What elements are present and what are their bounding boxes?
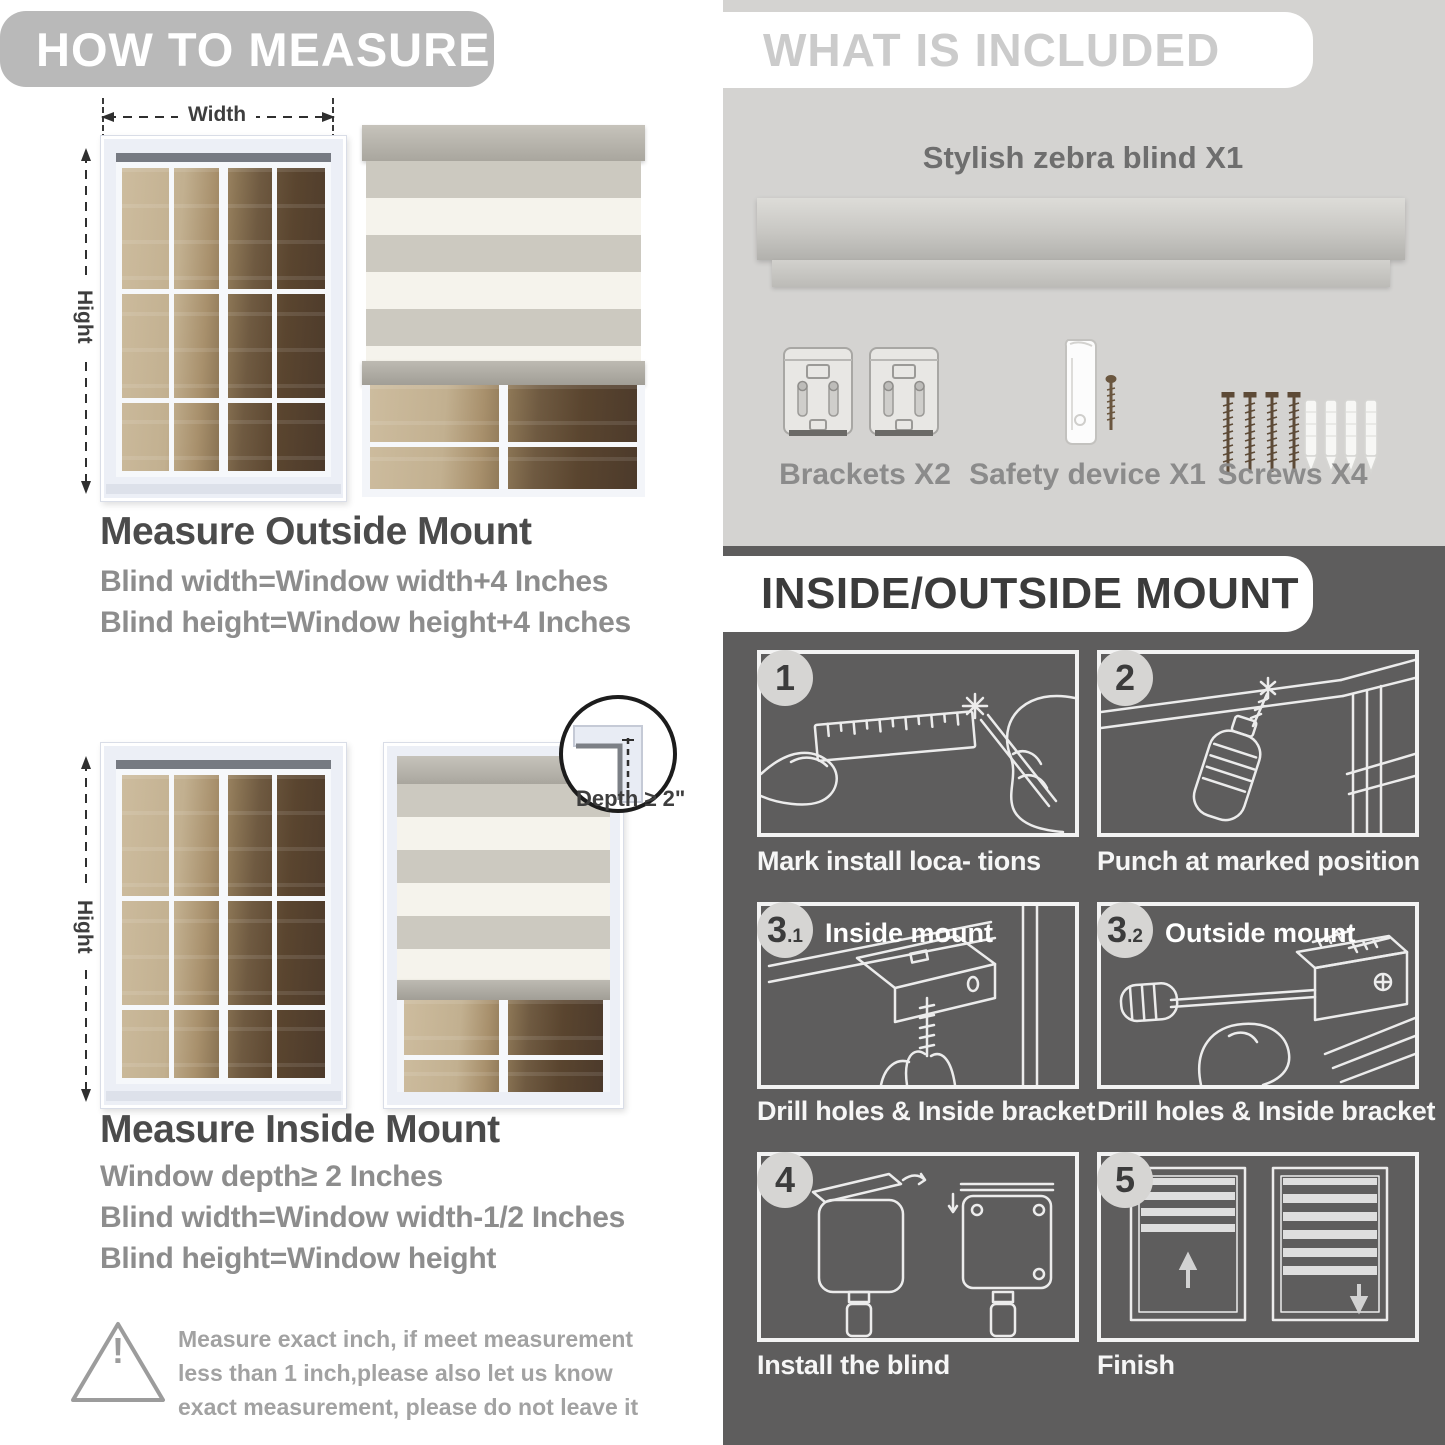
step-caption-3-1: Drill holes & Inside bracket	[757, 1096, 1096, 1126]
step-title: Inside mount	[825, 918, 993, 948]
window-muntin	[272, 775, 277, 1078]
blind-stripes	[366, 161, 641, 361]
window-muntin	[122, 896, 325, 901]
step-number-badge	[1097, 650, 1153, 706]
safety-screw-icon	[1102, 374, 1120, 436]
window-center-divider	[219, 168, 228, 471]
warning-text: Measure exact inch, if meet measurement less than 1 inch,please also let us know exact measurement, please do not leave it	[178, 1326, 639, 1420]
safety-device-icon	[1058, 334, 1102, 452]
inside-width-formula: Blind width=Window width-1/2 Inches	[100, 1201, 626, 1234]
blind-cassette	[362, 125, 645, 161]
window-head-strip	[116, 153, 331, 162]
window-glass	[116, 769, 331, 1084]
step-panel-3-1	[757, 902, 1079, 1089]
screws-label: Screws X4	[1217, 458, 1368, 491]
window-muntin	[370, 442, 637, 447]
height-label-inside: Hight	[72, 888, 96, 966]
window-glass	[116, 162, 331, 477]
step-caption-2: Punch at marked position	[1097, 846, 1420, 876]
what-is-included-title: WHAT IS INCLUDED	[763, 24, 1221, 76]
window-head-strip	[116, 760, 331, 769]
step-panel-3-2	[1097, 902, 1419, 1089]
step-title: Outside mount	[1165, 918, 1356, 948]
inside-outside-mount-header	[723, 556, 1313, 632]
window-center-divider	[219, 775, 228, 1078]
blind-bottom-rail	[397, 980, 610, 1000]
zebra-blind-label: Stylish zebra blind X1	[922, 140, 1244, 175]
window-center-divider	[499, 1000, 508, 1092]
window-center-divider	[499, 385, 508, 489]
step-number-badge	[757, 1152, 813, 1208]
step-number-badge	[1097, 902, 1153, 958]
warning-exclamation: !	[112, 1330, 124, 1371]
width-label-outside: Width	[178, 103, 256, 127]
how-to-measure-header	[0, 11, 494, 87]
window-muntin	[404, 1055, 603, 1060]
window-below-blind	[362, 385, 645, 497]
outside-height-formula: Blind height=Window height+4 Inches	[100, 606, 631, 639]
step-caption-4: Install the blind	[757, 1350, 950, 1380]
window-muntin	[122, 398, 325, 403]
step-caption-3-2: Drill holes & Inside bracket	[1097, 1096, 1436, 1126]
step-number-badge	[757, 902, 813, 958]
outside-mount-title: Measure Outside Mount	[100, 510, 532, 553]
brackets-label: Brackets X2	[779, 458, 951, 491]
window-illustration-outside	[100, 135, 347, 502]
window-muntin	[169, 168, 174, 471]
depth-label: Depth ≥ 2"	[576, 786, 686, 811]
step-number: 1	[774, 657, 796, 698]
step-panel-4	[757, 1152, 1079, 1342]
window-muntin	[272, 168, 277, 471]
what-is-included-header	[723, 12, 1313, 88]
inside-mount-title: Measure Inside Mount	[100, 1108, 500, 1151]
how-to-measure-title: HOW TO MEASURE	[36, 22, 491, 76]
step-number: 3	[767, 909, 788, 950]
step-number-badge	[1097, 1152, 1153, 1208]
outside-width-formula: Blind width=Window width+4 Inches	[100, 565, 609, 598]
step-caption-1: Mark install loca- tions	[757, 846, 1041, 876]
step-panel-1	[757, 650, 1079, 837]
inside-depth-formula: Window depth≥ 2 Inches	[100, 1160, 443, 1193]
step-caption-5: Finish	[1097, 1350, 1175, 1380]
step-number: 2	[1114, 657, 1136, 698]
window-below-blind	[397, 1000, 610, 1092]
height-label-outside: Hight	[72, 278, 96, 356]
blind-bottom-rail	[362, 361, 645, 385]
bracket-icon	[780, 340, 856, 442]
step-number: 5	[1114, 1159, 1136, 1200]
zebra-blind-headrail	[757, 198, 1405, 260]
step-number: 3	[1107, 909, 1128, 950]
step-number: 4	[774, 1159, 796, 1200]
step-subnumber: .2	[1127, 926, 1143, 947]
window-sill	[106, 484, 341, 494]
inside-outside-mount-title: INSIDE/OUTSIDE MOUNT	[761, 569, 1300, 618]
window-illustration-inside	[100, 742, 347, 1109]
zebra-blind-headrail-lip	[772, 260, 1390, 287]
bracket-icon	[866, 340, 942, 442]
step-subnumber: .1	[787, 926, 803, 947]
step-number-badge	[757, 650, 813, 706]
safety-device-label: Safety device X1	[969, 458, 1206, 491]
step-panel-5	[1097, 1152, 1419, 1342]
window-sill	[106, 1091, 341, 1101]
inside-height-formula: Blind height=Window height	[100, 1242, 497, 1275]
blind-illustration-outside	[362, 125, 645, 497]
window-muntin	[122, 289, 325, 294]
window-muntin	[122, 1005, 325, 1010]
window-muntin	[169, 775, 174, 1078]
step-panel-2	[1097, 650, 1419, 837]
